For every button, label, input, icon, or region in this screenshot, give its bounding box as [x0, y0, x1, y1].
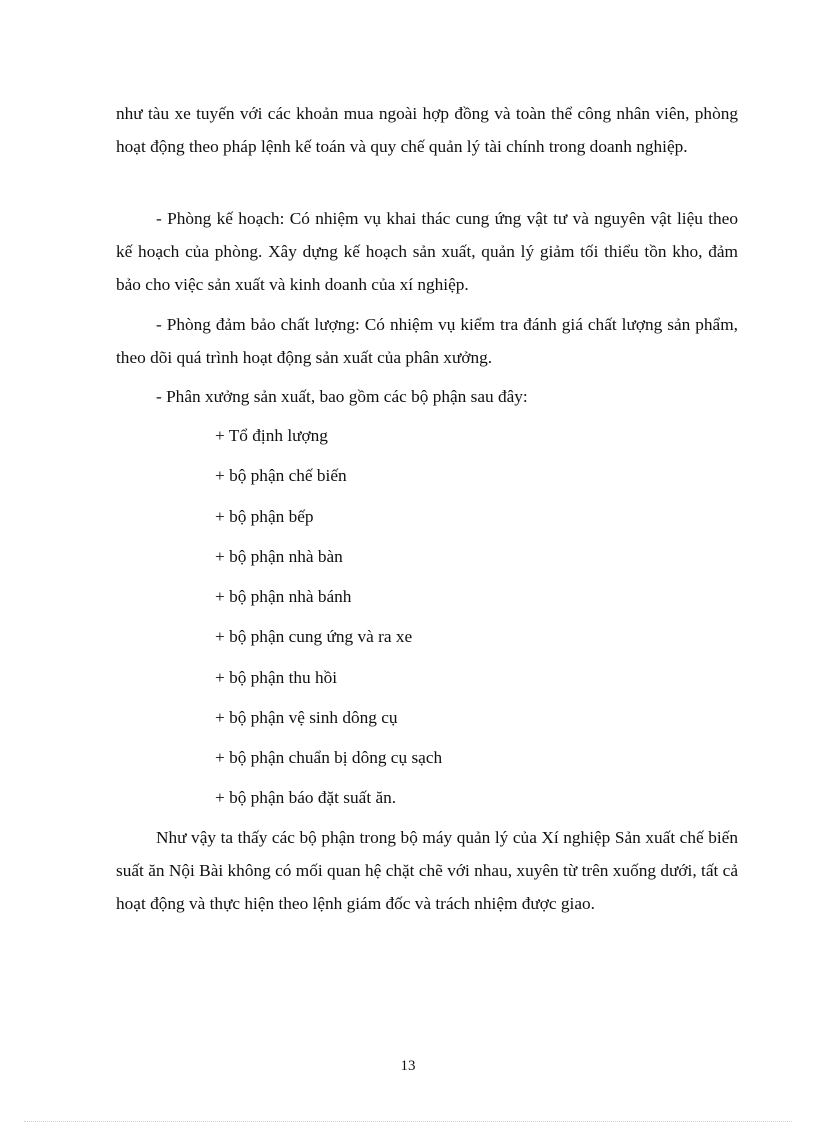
paragraph-quality-department: - Phòng đảm bảo chất lượng: Có nhiệm vụ kiểm tra đánh giá chất lượng sản phẩm, theo dõi quá trình hoạt động sản xuất của phân xưởng. — [116, 315, 738, 367]
list-item: + bộ phận vệ sinh dông cụ — [215, 708, 398, 727]
list-item: + Tổ định lượng — [215, 426, 328, 445]
paragraph-conclusion: Như vậy ta thấy các bộ phận trong bộ máy quản lý của Xí nghiệp Sản xuất chế biến suất ăn Nội Bài không có mối quan hệ chặt chẽ với nhau, xuyên từ trên xuống dưới, tất cả hoạt động và thực hiện theo lệnh giám đốc và trách nhiệm được giao. — [116, 828, 738, 913]
paragraph-planning-department: - Phòng kế hoạch: Có nhiệm vụ khai thác cung ứng vật tư và nguyên vật liệu theo kế hoạch của phòng. Xây dựng kế hoạch sản xuất, quản lý giảm tối thiểu tồn kho, đảm bảo cho việc sản xuất và kinh doanh của xí nghiệp. — [116, 209, 738, 294]
list-item: + bộ phận chuẩn bị dông cụ sạch — [215, 748, 443, 767]
list-item: + bộ phận nhà bánh — [215, 587, 352, 606]
page-number: 13 — [400, 1058, 416, 1074]
list-item: + bộ phận cung ứng và ra xe — [215, 627, 413, 646]
list-item: + bộ phận bếp — [215, 507, 314, 526]
list-item: + bộ phận nhà bàn — [215, 547, 343, 566]
paragraph-intro: như tàu xe tuyến với các khoản mua ngoài hợp đồng và toàn thể công nhân viên, phòng hoạt động theo pháp lệnh kế toán và quy chế quản lý tài chính trong doanh nghiệp. — [116, 104, 738, 156]
paragraph-production-workshop: - Phân xưởng sản xuất, bao gồm các bộ phận sau đây: — [156, 387, 528, 406]
page-bottom-divider — [24, 1121, 792, 1122]
list-item: + bộ phận báo đặt suất ăn. — [215, 788, 397, 807]
list-item: + bộ phận chế biến — [215, 466, 347, 485]
list-item: + bộ phận thu hồi — [215, 668, 338, 687]
